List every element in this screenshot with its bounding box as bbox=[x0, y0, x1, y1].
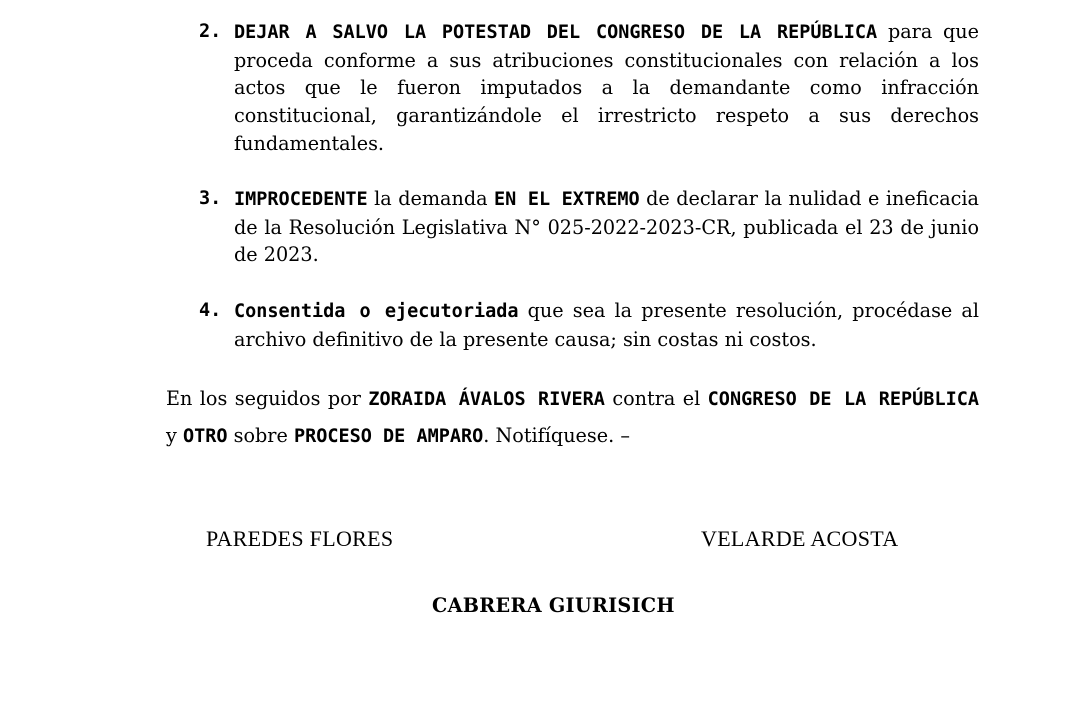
item-body bbox=[234, 185, 979, 269]
item-lead-bold: Consentida o ejecutoriada bbox=[234, 301, 519, 322]
item-lead-bold: DEJAR A SALVO LA POTESTAD DEL CONGRESO DE LA REPÚBLICA bbox=[234, 22, 878, 43]
item-number: 4. bbox=[199, 300, 222, 321]
item-text: la demanda bbox=[367, 187, 495, 210]
signature-right: VELARDE ACOSTA bbox=[701, 526, 899, 551]
closing-text: . Notifíquese. – bbox=[483, 424, 630, 447]
item-text: de declarar la nulidad e ineficacia de la Resolución Legislativa N° 025-2022-2023-CR, publicada el 23 de junio de 2023. bbox=[234, 187, 979, 267]
party-name: OTRO bbox=[182, 426, 228, 447]
item-lead-bold: IMPROCEDENTE bbox=[234, 189, 368, 210]
item-bold-phrase: EN EL EXTREMO bbox=[494, 189, 640, 210]
item-body bbox=[234, 297, 979, 353]
item-text: para que proceda conforme a sus atribuciones constitucionales con relación a los actos que le fueron imputados a la demandante como infracción constitucional, garantizándole el irrestricto respeto a sus derechos fundamentales. bbox=[234, 20, 980, 155]
item-body bbox=[234, 18, 979, 158]
closing-paragraph bbox=[166, 381, 979, 455]
case-type: PROCESO DE AMPARO bbox=[293, 426, 484, 447]
item-number: 3. bbox=[199, 188, 222, 209]
item-text: que sea la presente resolución, procédase al archivo definitivo de la presente causa; sin costas ni costos. bbox=[234, 299, 979, 351]
closing-text: y bbox=[166, 424, 183, 447]
closing-text: sobre bbox=[227, 424, 294, 447]
resolution-item-2 bbox=[199, 18, 979, 158]
signature-center: CABRERA GIURISICH bbox=[432, 594, 675, 617]
closing-text: contra el bbox=[604, 387, 708, 410]
resolution-item-3 bbox=[199, 185, 979, 269]
closing-text: En los seguidos por bbox=[166, 387, 369, 410]
party-name: CONGRESO DE LA REPÚBLICA bbox=[707, 389, 979, 410]
party-name: ZORAIDA ÁVALOS RIVERA bbox=[368, 389, 605, 410]
resolution-item-4 bbox=[199, 297, 979, 353]
signature-left: PAREDES FLORES bbox=[206, 526, 394, 551]
item-number: 2. bbox=[199, 21, 222, 42]
